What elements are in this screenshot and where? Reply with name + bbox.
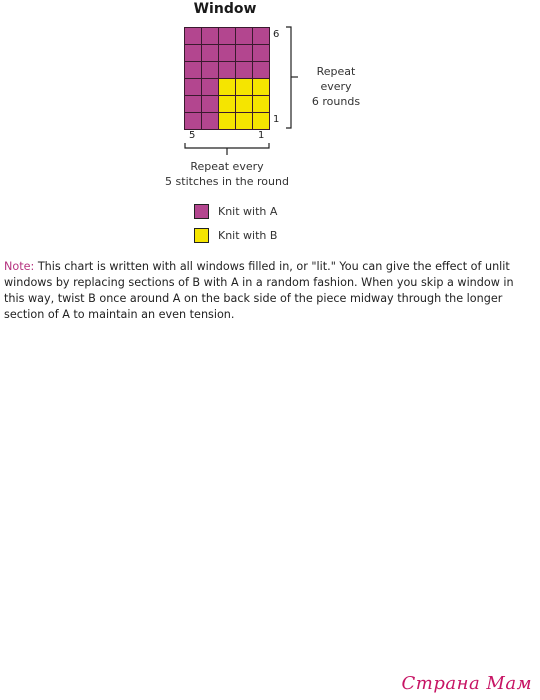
chart-note bbox=[4, 259, 534, 323]
col-repeat-bracket bbox=[185, 143, 269, 148]
col-label-left: 5 bbox=[189, 130, 196, 141]
chart-title: Window bbox=[193, 1, 257, 17]
legend-item-b: Knit with B bbox=[194, 227, 277, 243]
row-label-top: 6 bbox=[273, 29, 280, 40]
swatch-b bbox=[194, 228, 209, 243]
row-label-bottom: 1 bbox=[273, 114, 280, 125]
watermark: Страна Мам bbox=[401, 673, 532, 694]
swatch-a bbox=[194, 204, 209, 219]
note-text: This chart is written with all windows filled in, or "lit." You can give the effect of unlit windows by replacing sections of B with A in a random fashion. When you skip a window in this way, twist B once around A on the back side of the piece midway through the longer section of A to maintain an even tension. bbox=[4, 260, 514, 321]
col-repeat-text: Repeat every 5 stitches in the round bbox=[165, 160, 289, 188]
legend-item-a: Knit with A bbox=[194, 203, 277, 219]
row-repeat-text: Repeat every 6 rounds bbox=[311, 65, 361, 108]
row-repeat-bracket bbox=[286, 27, 291, 128]
note-label: Note: bbox=[4, 260, 35, 273]
col-label-right: 1 bbox=[258, 130, 265, 141]
